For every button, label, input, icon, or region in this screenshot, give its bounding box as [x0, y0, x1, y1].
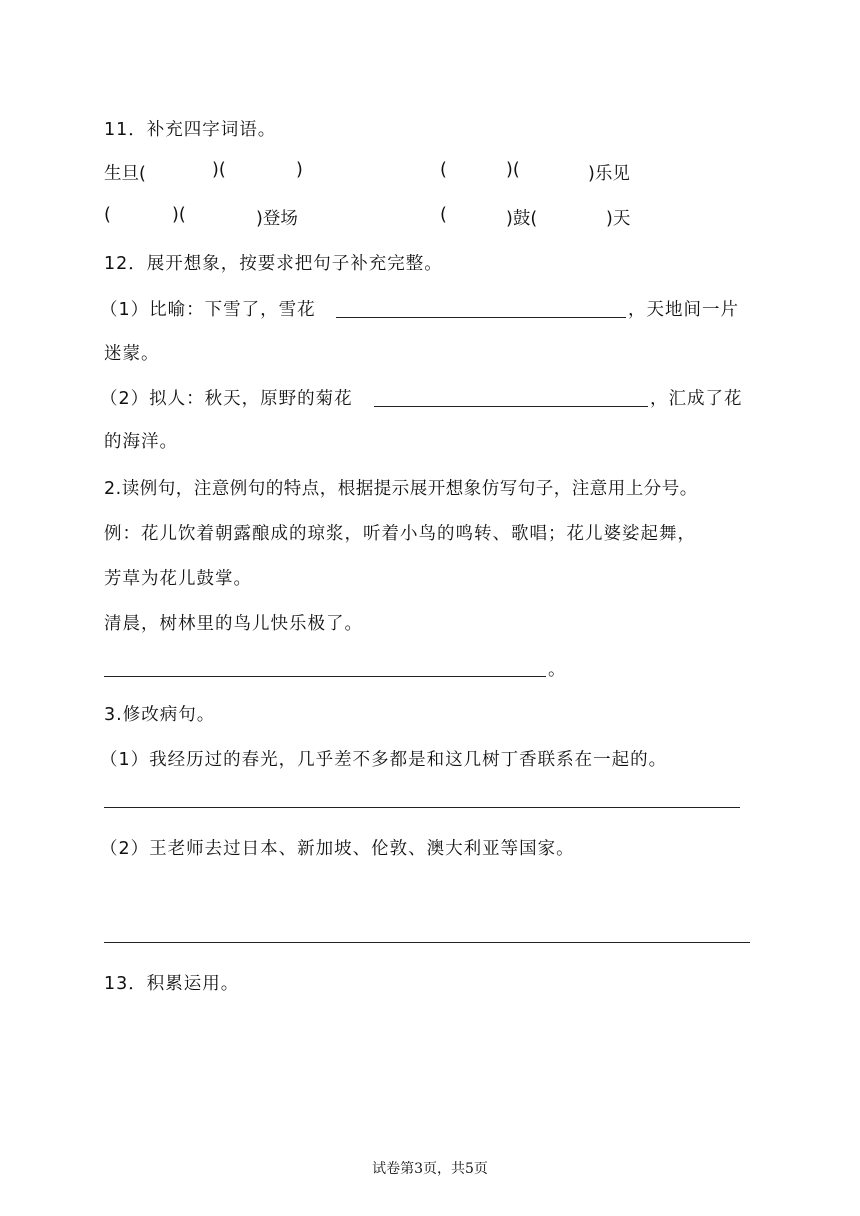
- q2-end-mark: 。: [548, 660, 567, 680]
- q3-s1-answer-blank[interactable]: [104, 807, 740, 808]
- q12-p2-prefix: （2）拟人：秋天，原野的菊花: [100, 389, 353, 409]
- q12-p1-suffix: ，天地间一片: [628, 300, 739, 320]
- q11-row2-e: )鼓(: [506, 209, 538, 229]
- q11-row1-f: )乐见: [588, 164, 630, 184]
- q12-p1-cont: 迷蒙。: [104, 344, 160, 364]
- q11-row1-c: ): [296, 160, 303, 180]
- q11-title: 11．补充四字词语。: [104, 120, 277, 140]
- q11-row2-c: )登场: [256, 209, 298, 229]
- q12-p1-prefix: （1）比喻：下雪了，雪花: [100, 300, 316, 320]
- q12-p2-cont: 的海洋。: [104, 432, 178, 452]
- q11-row1-d: (: [440, 160, 447, 180]
- q3-title: 3.修改病句。: [104, 705, 216, 725]
- q11-row2-f: )天: [606, 209, 631, 229]
- q11-row2-d: (: [440, 205, 447, 225]
- q2-example-line1: 例：花儿饮着朝露酿成的琼浆，听着小鸟的鸣转、歌唱；花儿婆娑起舞，: [104, 524, 696, 544]
- q12-p1-answer-blank[interactable]: [336, 317, 626, 318]
- q2-prompt: 清晨，树林里的鸟儿快乐极了。: [104, 614, 363, 634]
- q11-row1-b: )(: [212, 160, 226, 180]
- q13-title: 13．积累运用。: [104, 974, 240, 994]
- q12-p2-suffix: ，汇成了花: [650, 389, 743, 409]
- q11-row2-b: )(: [172, 205, 186, 225]
- q2-answer-blank[interactable]: [104, 676, 546, 677]
- q12-p2-answer-blank[interactable]: [374, 406, 648, 407]
- q3-s2-answer-blank[interactable]: [104, 942, 750, 943]
- q2-example-line2: 芳草为花儿鼓掌。: [104, 569, 252, 589]
- q12-title: 12．展开想象，按要求把句子补充完整。: [104, 254, 443, 274]
- q11-row2-a: (: [104, 205, 111, 225]
- q3-sentence1: （1）我经历过的春光，几乎差不多都是和这几树丁香联系在一起的。: [100, 750, 668, 770]
- q3-sentence2: （2）王老师去过日本、新加坡、伦敦、澳大利亚等国家。: [100, 839, 575, 859]
- q2-title: 2.读例句，注意例句的特点，根据提示展开想象仿写句子，注意用上分号。: [104, 479, 698, 499]
- q11-row1-a: 生旦(: [104, 164, 146, 184]
- q11-row1-e: )(: [506, 160, 520, 180]
- page-footer: 试卷第3页，共5页: [372, 1161, 488, 1177]
